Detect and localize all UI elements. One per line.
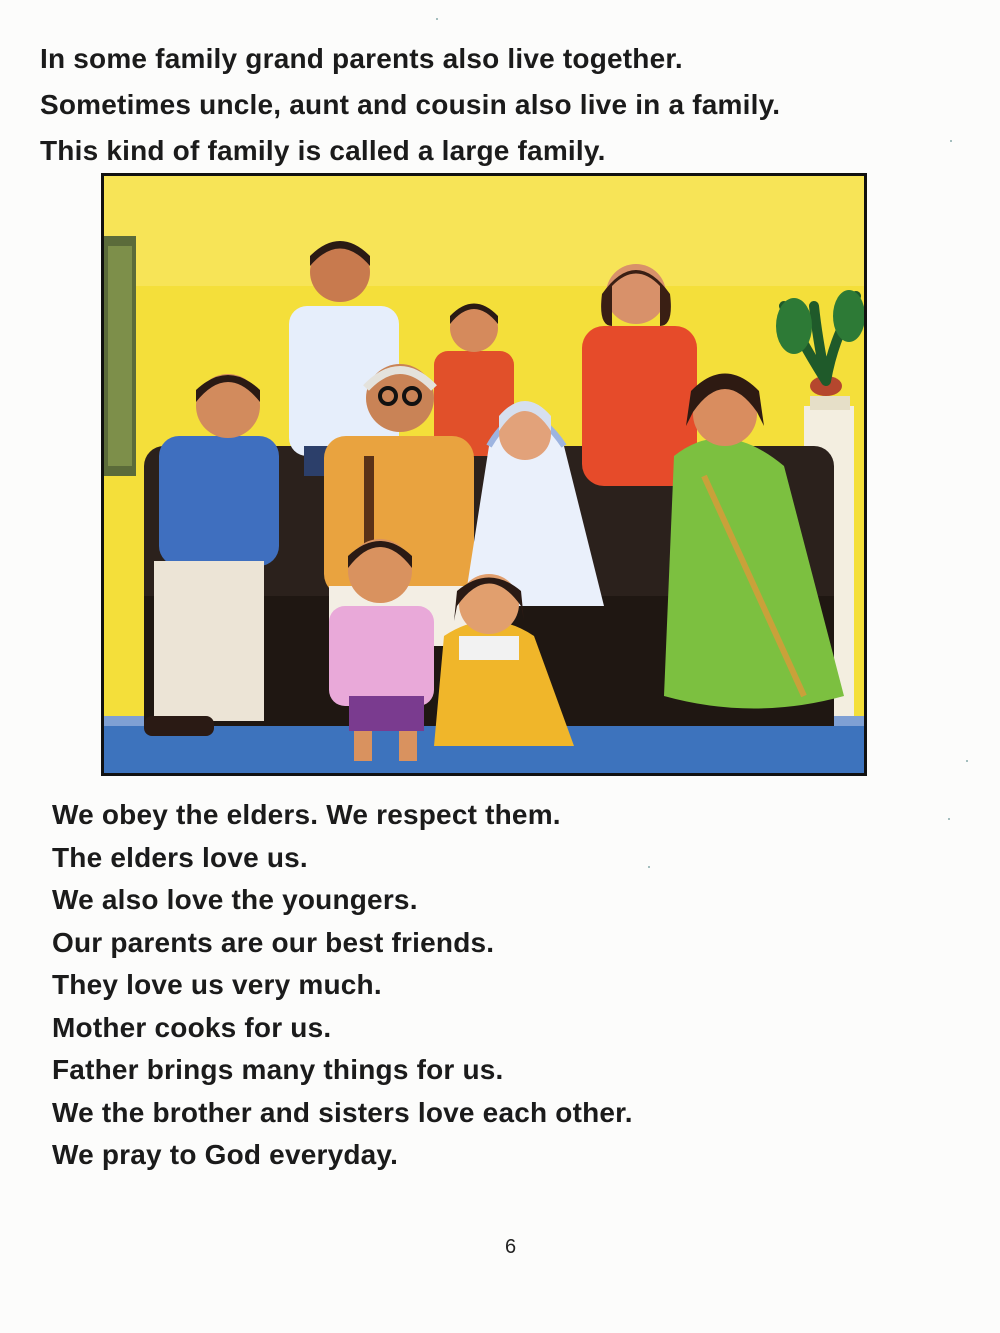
body-line: They love us very much. [52, 969, 382, 1000]
body-line: We pray to God everyday. [52, 1139, 399, 1170]
body-line: We the brother and sisters love each other. [52, 1096, 633, 1128]
page-number: 6 [505, 1236, 517, 1258]
body-line: Father brings many things for us. [52, 1054, 504, 1085]
speck [436, 18, 438, 20]
family-illustration [101, 173, 867, 776]
intro-line: This kind of family is called a large family. [40, 135, 606, 166]
speck [948, 818, 950, 820]
body-line: Mother cooks for us. [52, 1011, 332, 1043]
body-paragraph [52, 794, 952, 1177]
body-line: Our parents are our best friends. [52, 926, 495, 958]
speck [648, 866, 650, 868]
intro-line: In some family grand parents also live together. [40, 43, 683, 74]
body-line: The elders love us. [52, 841, 308, 873]
speck [966, 760, 968, 762]
speck [950, 140, 952, 142]
intro-line: Sometimes uncle, aunt and cousin also live in a family. [40, 89, 781, 120]
intro-paragraph [40, 36, 980, 174]
body-line: We obey the elders. We respect them. [52, 799, 561, 830]
body-line: We also love the youngers. [52, 884, 418, 915]
